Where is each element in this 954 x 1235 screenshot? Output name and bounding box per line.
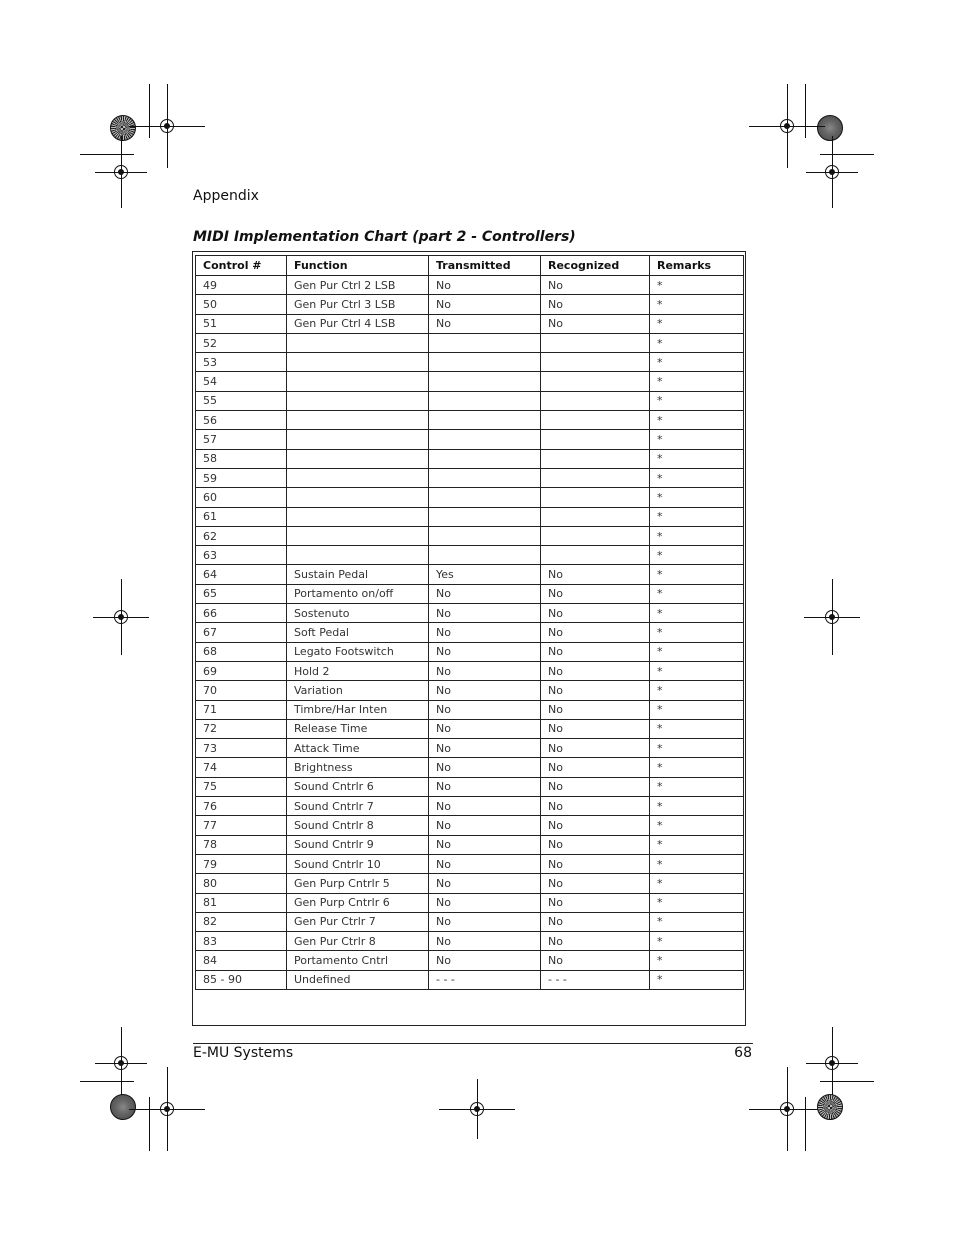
cell-recognized: [541, 546, 650, 565]
cell-recognized: - - -: [541, 970, 650, 989]
cell-remarks: *: [650, 719, 744, 738]
cell-control: 58: [196, 449, 287, 468]
cell-transmitted: No: [429, 661, 541, 680]
cell-function: [287, 411, 429, 430]
cell-remarks: *: [650, 391, 744, 410]
cell-function: Sound Cntrlr 10: [287, 854, 429, 873]
cell-transmitted: [429, 391, 541, 410]
crop-line: [149, 1097, 150, 1151]
table-row: [196, 546, 744, 565]
table-row: [196, 314, 744, 333]
cell-remarks: *: [650, 797, 744, 816]
table-row: [196, 411, 744, 430]
cell-control: 53: [196, 353, 287, 372]
cell-transmitted: [429, 546, 541, 565]
cell-control: 81: [196, 893, 287, 912]
cell-control: 50: [196, 295, 287, 314]
cell-transmitted: Yes: [429, 565, 541, 584]
cell-recognized: No: [541, 642, 650, 661]
crop-line: [80, 154, 134, 155]
cell-function: [287, 333, 429, 352]
cell-function: Sound Cntrlr 9: [287, 835, 429, 854]
cell-remarks: *: [650, 932, 744, 951]
cell-transmitted: No: [429, 951, 541, 970]
cell-control: 70: [196, 681, 287, 700]
cell-transmitted: No: [429, 700, 541, 719]
table-row: [196, 893, 744, 912]
cell-function: [287, 372, 429, 391]
cell-function: Sound Cntrlr 7: [287, 797, 429, 816]
cell-remarks: *: [650, 468, 744, 487]
cell-transmitted: No: [429, 623, 541, 642]
table-header-row: [196, 256, 744, 276]
cell-control: 61: [196, 507, 287, 526]
cell-remarks: *: [650, 874, 744, 893]
cell-recognized: No: [541, 758, 650, 777]
starburst-mark-icon: [110, 115, 136, 141]
cell-recognized: [541, 468, 650, 487]
cell-remarks: *: [650, 777, 744, 796]
crop-line: [149, 84, 150, 138]
cell-transmitted: No: [429, 295, 541, 314]
table-row: [196, 970, 744, 989]
cell-transmitted: No: [429, 893, 541, 912]
cell-recognized: No: [541, 681, 650, 700]
table-row: [196, 604, 744, 623]
cell-function: Legato Footswitch: [287, 642, 429, 661]
section-header: Appendix: [193, 188, 259, 204]
cell-transmitted: No: [429, 719, 541, 738]
cell-function: Variation: [287, 681, 429, 700]
cell-control: 80: [196, 874, 287, 893]
cell-transmitted: [429, 411, 541, 430]
cell-remarks: *: [650, 623, 744, 642]
cell-remarks: *: [650, 449, 744, 468]
cell-recognized: No: [541, 276, 650, 295]
cell-transmitted: No: [429, 642, 541, 661]
cell-remarks: *: [650, 951, 744, 970]
cell-control: 59: [196, 468, 287, 487]
cell-control: 69: [196, 661, 287, 680]
cell-remarks: *: [650, 604, 744, 623]
cell-function: [287, 546, 429, 565]
table-row: [196, 565, 744, 584]
table-row: [196, 430, 744, 449]
cell-transmitted: [429, 449, 541, 468]
table-row: [196, 507, 744, 526]
cell-recognized: No: [541, 565, 650, 584]
cell-control: 62: [196, 526, 287, 545]
crop-line: [805, 84, 806, 138]
cell-control: 49: [196, 276, 287, 295]
cell-function: Portamento on/off: [287, 584, 429, 603]
table-row: [196, 797, 744, 816]
table-row: [196, 816, 744, 835]
cell-control: 71: [196, 700, 287, 719]
table-body: [196, 276, 744, 990]
cell-function: Gen Pur Ctrlr 8: [287, 932, 429, 951]
cell-recognized: No: [541, 816, 650, 835]
cell-control: 56: [196, 411, 287, 430]
table-row: [196, 333, 744, 352]
cell-control: 65: [196, 584, 287, 603]
cell-function: [287, 430, 429, 449]
cell-function: Timbre/Har Inten: [287, 700, 429, 719]
cell-control: 72: [196, 719, 287, 738]
cell-control: 66: [196, 604, 287, 623]
cell-recognized: No: [541, 604, 650, 623]
crop-line: [820, 154, 874, 155]
cell-remarks: *: [650, 488, 744, 507]
cell-recognized: [541, 411, 650, 430]
cell-control: 79: [196, 854, 287, 873]
table-row: [196, 526, 744, 545]
cell-transmitted: No: [429, 758, 541, 777]
cell-transmitted: No: [429, 932, 541, 951]
cell-transmitted: No: [429, 276, 541, 295]
starburst-mark-icon: [817, 1094, 843, 1120]
cell-control: 67: [196, 623, 287, 642]
cell-recognized: [541, 430, 650, 449]
cell-recognized: No: [541, 932, 650, 951]
cell-function: Gen Purp Cntrlr 6: [287, 893, 429, 912]
crop-line: [805, 1097, 806, 1151]
cell-control: 78: [196, 835, 287, 854]
cell-recognized: No: [541, 584, 650, 603]
table-row: [196, 719, 744, 738]
table-row: [196, 777, 744, 796]
cell-transmitted: [429, 333, 541, 352]
cell-control: 51: [196, 314, 287, 333]
cell-transmitted: [429, 488, 541, 507]
cell-remarks: *: [650, 661, 744, 680]
table-row: [196, 932, 744, 951]
footer-page-number: 68: [734, 1045, 752, 1061]
midi-implementation-table: [195, 255, 744, 990]
cell-remarks: *: [650, 816, 744, 835]
column-header-transmitted: Transmitted: [429, 256, 541, 276]
cell-remarks: *: [650, 739, 744, 758]
cell-function: Sound Cntrlr 8: [287, 816, 429, 835]
cell-control: 52: [196, 333, 287, 352]
cell-remarks: *: [650, 893, 744, 912]
cell-transmitted: No: [429, 777, 541, 796]
cell-recognized: No: [541, 719, 650, 738]
table-row: [196, 835, 744, 854]
cell-transmitted: [429, 430, 541, 449]
cell-transmitted: [429, 468, 541, 487]
column-header-recognized: Recognized: [541, 256, 650, 276]
cell-recognized: No: [541, 739, 650, 758]
column-header-control: Control #: [196, 256, 287, 276]
cell-transmitted: - - -: [429, 970, 541, 989]
table-row: [196, 372, 744, 391]
cell-remarks: *: [650, 333, 744, 352]
cell-recognized: [541, 526, 650, 545]
cell-remarks: *: [650, 353, 744, 372]
cell-remarks: *: [650, 565, 744, 584]
cell-remarks: *: [650, 546, 744, 565]
column-header-function: Function: [287, 256, 429, 276]
table-row: [196, 874, 744, 893]
cell-function: Soft Pedal: [287, 623, 429, 642]
table-row: [196, 681, 744, 700]
cell-control: 57: [196, 430, 287, 449]
chart-title: MIDI Implementation Chart (part 2 - Controllers): [193, 229, 576, 245]
cell-function: [287, 488, 429, 507]
cell-function: [287, 468, 429, 487]
cell-control: 85 - 90: [196, 970, 287, 989]
table-row: [196, 391, 744, 410]
table-row: [196, 739, 744, 758]
cell-recognized: No: [541, 893, 650, 912]
cell-control: 73: [196, 739, 287, 758]
cell-transmitted: [429, 372, 541, 391]
table-row: [196, 449, 744, 468]
starburst-mark-icon: [110, 1094, 136, 1120]
cell-control: 63: [196, 546, 287, 565]
cell-function: Attack Time: [287, 739, 429, 758]
cell-transmitted: No: [429, 835, 541, 854]
cell-remarks: *: [650, 758, 744, 777]
table-row: [196, 276, 744, 295]
cell-control: 75: [196, 777, 287, 796]
cell-function: Brightness: [287, 758, 429, 777]
cell-transmitted: [429, 507, 541, 526]
cell-function: Gen Pur Ctrlr 7: [287, 912, 429, 931]
table-row: [196, 468, 744, 487]
table-row: [196, 584, 744, 603]
cell-transmitted: [429, 526, 541, 545]
cell-function: Gen Pur Ctrl 2 LSB: [287, 276, 429, 295]
cell-function: [287, 526, 429, 545]
cell-control: 68: [196, 642, 287, 661]
cell-remarks: *: [650, 411, 744, 430]
cell-function: [287, 391, 429, 410]
cell-remarks: *: [650, 835, 744, 854]
crop-line: [80, 1081, 134, 1082]
cell-control: 77: [196, 816, 287, 835]
cell-recognized: No: [541, 835, 650, 854]
cell-recognized: No: [541, 623, 650, 642]
cell-control: 60: [196, 488, 287, 507]
cell-function: [287, 449, 429, 468]
cell-function: Sustain Pedal: [287, 565, 429, 584]
cell-recognized: No: [541, 314, 650, 333]
cell-function: Release Time: [287, 719, 429, 738]
cell-recognized: No: [541, 700, 650, 719]
cell-recognized: No: [541, 661, 650, 680]
cell-recognized: [541, 507, 650, 526]
cell-recognized: No: [541, 295, 650, 314]
cell-remarks: *: [650, 372, 744, 391]
cell-function: Gen Pur Ctrl 3 LSB: [287, 295, 429, 314]
cell-control: 64: [196, 565, 287, 584]
cell-recognized: [541, 333, 650, 352]
cell-transmitted: No: [429, 797, 541, 816]
cell-function: Sound Cntrlr 6: [287, 777, 429, 796]
cell-transmitted: No: [429, 584, 541, 603]
cell-control: 55: [196, 391, 287, 410]
cell-remarks: *: [650, 970, 744, 989]
cell-remarks: *: [650, 276, 744, 295]
table-row: [196, 912, 744, 931]
cell-remarks: *: [650, 642, 744, 661]
cell-function: Portamento Cntrl: [287, 951, 429, 970]
table-row: [196, 854, 744, 873]
footer-rule: [193, 1043, 753, 1044]
cell-remarks: *: [650, 700, 744, 719]
cell-function: Sostenuto: [287, 604, 429, 623]
cell-recognized: [541, 372, 650, 391]
cell-recognized: [541, 353, 650, 372]
cell-recognized: [541, 391, 650, 410]
column-header-remarks: Remarks: [650, 256, 744, 276]
cell-control: 76: [196, 797, 287, 816]
cell-transmitted: No: [429, 314, 541, 333]
cell-recognized: No: [541, 874, 650, 893]
cell-recognized: [541, 488, 650, 507]
cell-control: 82: [196, 912, 287, 931]
cell-remarks: *: [650, 912, 744, 931]
cell-function: Undefined: [287, 970, 429, 989]
crop-line: [820, 1081, 874, 1082]
cell-transmitted: No: [429, 739, 541, 758]
cell-recognized: No: [541, 797, 650, 816]
cell-control: 84: [196, 951, 287, 970]
cell-remarks: *: [650, 314, 744, 333]
table-row: [196, 661, 744, 680]
cell-remarks: *: [650, 681, 744, 700]
cell-function: [287, 507, 429, 526]
table-row: [196, 951, 744, 970]
cell-remarks: *: [650, 295, 744, 314]
cell-remarks: *: [650, 584, 744, 603]
cell-control: 83: [196, 932, 287, 951]
table-row: [196, 623, 744, 642]
starburst-mark-icon: [817, 115, 843, 141]
cell-recognized: No: [541, 854, 650, 873]
cell-transmitted: No: [429, 816, 541, 835]
cell-remarks: *: [650, 854, 744, 873]
cell-transmitted: [429, 353, 541, 372]
cell-remarks: *: [650, 526, 744, 545]
cell-remarks: *: [650, 430, 744, 449]
cell-control: 74: [196, 758, 287, 777]
cell-recognized: [541, 449, 650, 468]
table-row: [196, 295, 744, 314]
cell-remarks: *: [650, 507, 744, 526]
cell-recognized: No: [541, 777, 650, 796]
table-row: [196, 353, 744, 372]
footer-company: E-MU Systems: [193, 1045, 294, 1061]
cell-function: Hold 2: [287, 661, 429, 680]
cell-function: Gen Pur Ctrl 4 LSB: [287, 314, 429, 333]
table-row: [196, 758, 744, 777]
cell-transmitted: No: [429, 604, 541, 623]
cell-recognized: No: [541, 912, 650, 931]
cell-recognized: No: [541, 951, 650, 970]
cell-transmitted: No: [429, 912, 541, 931]
cell-function: Gen Purp Cntrlr 5: [287, 874, 429, 893]
cell-function: [287, 353, 429, 372]
cell-transmitted: No: [429, 874, 541, 893]
table-row: [196, 488, 744, 507]
cell-transmitted: No: [429, 854, 541, 873]
cell-transmitted: No: [429, 681, 541, 700]
table-row: [196, 700, 744, 719]
table-row: [196, 642, 744, 661]
cell-control: 54: [196, 372, 287, 391]
